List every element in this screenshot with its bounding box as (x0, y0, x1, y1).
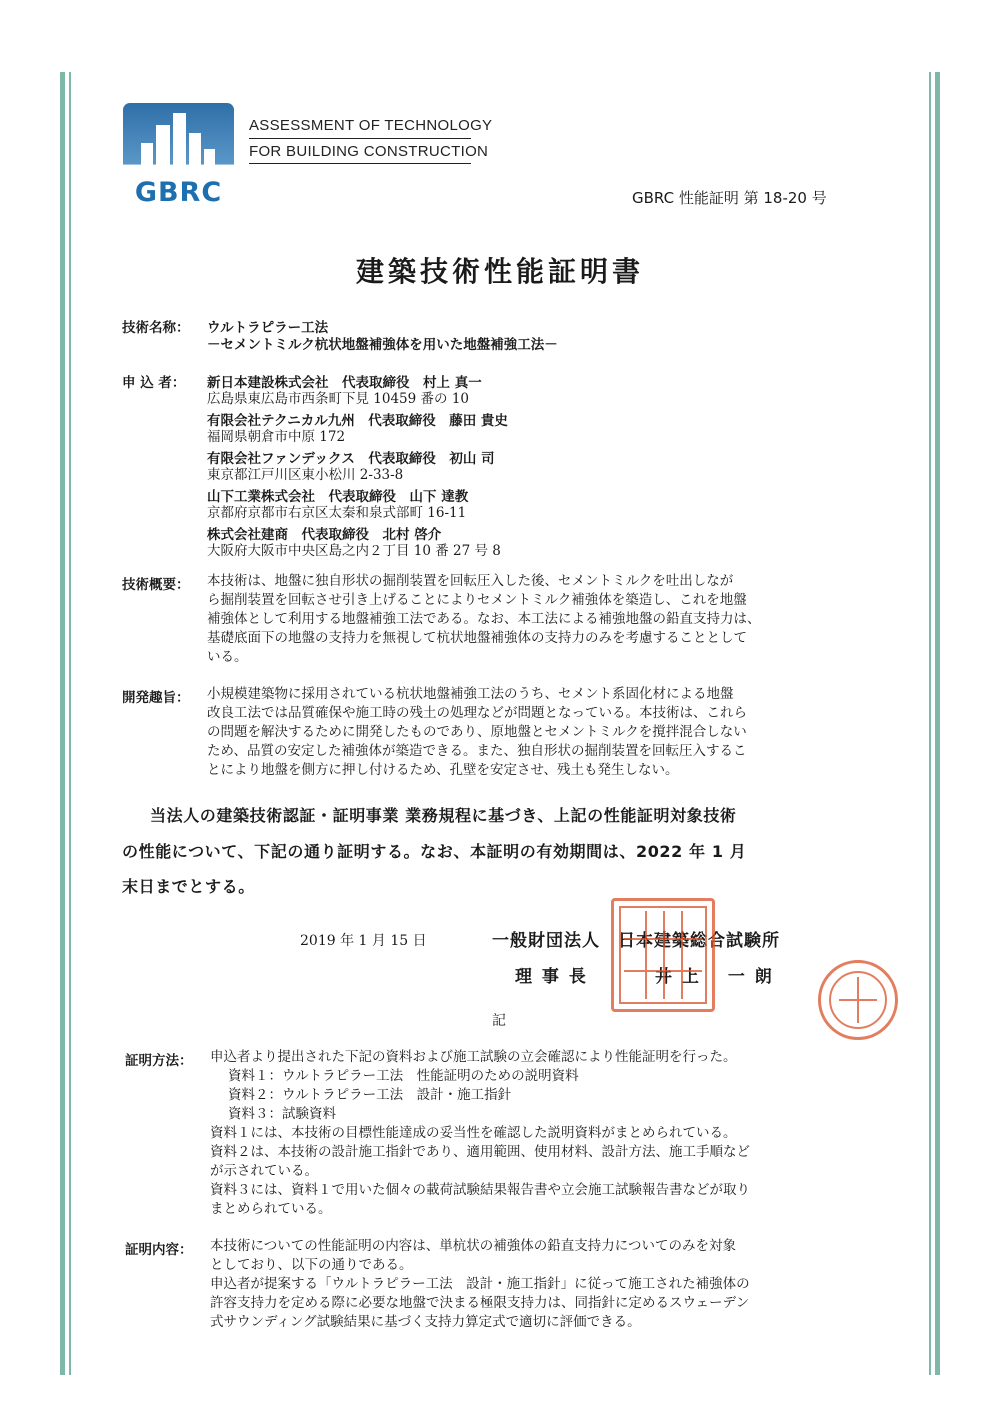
statement-line: 当法人の建築技術認証・証明事業 業務規程に基づき、上記の性能証明対象技術 (150, 806, 737, 825)
signer-name: 井 上 一 朗 (655, 967, 774, 987)
material-item: 資料２：ウルトラピラー工法 設計・施工指針 (228, 1087, 512, 1103)
applicant-company: 有限会社テクニカル九州 代表取締役 藤田 貴史 (207, 413, 508, 429)
applicant-address: 広島県東広島市西条町下見 10459 番の 10 (207, 391, 469, 407)
method-note-line: 資料２は、本技術の設計施工指針であり、適用範囲、使用材料、設計方法、施工手順など (210, 1144, 750, 1160)
organization-name: 一般財団法人 日本建築総合試験所 (492, 931, 780, 951)
overview-line: ら掘削装置を回転させ引き上げることによりセメントミルク補強体を築造し、これを地盤 (207, 592, 747, 608)
applicant-address: 大阪府大阪市中央区島之内２丁目 10 番 27 号 8 (207, 543, 501, 559)
signer-title: 理 事 長 (515, 967, 588, 987)
overview-line: いる。 (207, 649, 248, 665)
applicant-address: 福岡県朝倉市中原 172 (207, 429, 346, 445)
method-notes (210, 1124, 750, 1219)
statement-line: 末日までとする。 (122, 877, 255, 896)
cert-number: GBRC 性能証明 第 18-20 号 (632, 189, 827, 207)
overview-line: 基礎底面下の地盤の支持力を無視して杭状地盤補強体の支持力のみを考慮することとして (207, 630, 747, 646)
applicant-company: 山下工業株式会社 代表取締役 山下 達教 (207, 489, 469, 505)
overview-text (207, 572, 761, 667)
purpose-line: の問題を解決するために開発したものであり、原地盤とセメントミルクを撹拌混合しない (207, 724, 747, 740)
applicant-address: 京都府京都市右京区太秦和泉式部町 16-11 (207, 505, 467, 521)
method-note-line: まとめられている。 (210, 1201, 332, 1217)
statement-line: の性能について、下記の通り証明する。なお、本証明の有効期間は、2022 年 1 月 (122, 842, 747, 861)
content-line: としており、以下の通りである。 (210, 1257, 413, 1273)
personal-seal-stamp (818, 960, 898, 1040)
applicants-label: 申 込 者： (122, 375, 186, 391)
issue-date: 2019 年 1 月 15 日 (300, 933, 427, 949)
overview-label: 技術概要： (122, 577, 190, 593)
purpose-label: 開発趣旨： (122, 690, 190, 706)
content-line: 申込者が提案する「ウルトラピラー工法 設計・施工指針」に従って施工された補強体の (210, 1276, 750, 1292)
method-note-line: 資料１には、本技術の目標性能達成の妥当性を確認した説明資料がまとめられている。 (210, 1125, 737, 1141)
purpose-line: 改良工法では品質確保や施工時の残土の処理などが問題となっている。本技術は、これら (207, 705, 747, 721)
content-line: 本技術についての性能証明の内容は、単杭状の補強体の鉛直支持力についてのみを対象 (210, 1238, 736, 1254)
method-note-line: が示されている。 (210, 1163, 318, 1179)
seal-pattern-icon (821, 963, 895, 1037)
applicant-company: 株式会社建商 代表取締役 北村 啓介 (207, 527, 442, 543)
purpose-line: 小規模建築物に採用されている杭状地盤補強工法のうち、セメント系固化材による地盤 (207, 686, 734, 702)
overview-line: 本技術は、地盤に独自形状の掘削装置を回転圧入した後、セメントミルクを吐出しなが (207, 573, 734, 589)
tagline-line1: ASSESSMENT OF TECHNOLOGY (249, 117, 493, 134)
purpose-line: とにより地盤を側方に押し付けるため、孔壁を安定させ、残土も発生しない。 (207, 762, 679, 778)
material-item: 資料３：試験資料 (228, 1106, 336, 1122)
applicant-company: 有限会社ファンデックス 代表取締役 初山 司 (207, 451, 495, 467)
purpose-line: ため、品質の安定した補強体が築造できる。また、独自形状の掘削装置を回転圧入するこ (207, 743, 747, 759)
technology-subtitle: －セメントミルク杭状地盤補強体を用いた地盤補強工法－ (207, 337, 558, 353)
seal-pattern-icon (614, 901, 712, 1009)
method-label: 証明方法： (125, 1053, 193, 1069)
applicant-list (207, 371, 508, 561)
logo-text: GBRC (134, 177, 223, 208)
tagline-line2: FOR BUILDING CONSTRUCTION (249, 143, 489, 160)
applicant-address: 東京都江戸川区東小松川 2-33-8 (207, 467, 404, 483)
content-text (210, 1237, 750, 1332)
overview-line: 補強体として利用する地盤補強工法である。なお、本工法による補強地盤の鉛直支持力は、 (207, 611, 761, 627)
purpose-text (207, 685, 747, 780)
method-intro: 申込者より提出された下記の資料および施工試験の立会確認により性能証明を行った。 (210, 1049, 737, 1065)
technology-label: 技術名称： (122, 320, 190, 336)
ki-mark: 記 (492, 1013, 506, 1029)
method-note-line: 資料３には、資料１で用いた個々の載荷試験結果報告書や立会施工試験報告書などが取り (210, 1182, 750, 1198)
material-item: 資料１：ウルトラピラー工法 性能証明のための説明資料 (228, 1068, 579, 1084)
content-line: 許容支持力を定める際に必要な地盤で決まる極限支持力は、同指針に定めるスウェーデン (210, 1295, 750, 1311)
content-line: 式サウンディング試験結果に基づく支持力算定式で適切に評価できる。 (210, 1314, 641, 1330)
applicant-company: 新日本建設株式会社 代表取締役 村上 真一 (207, 375, 482, 391)
content-label: 証明内容： (125, 1242, 193, 1258)
tagline-rule-2 (249, 163, 471, 164)
materials-list (228, 1067, 579, 1124)
gbrc-logo (123, 103, 234, 214)
technology-name: ウルトラピラー工法 (207, 320, 329, 336)
page-title: 建築技術性能証明書 (355, 255, 644, 288)
official-seal-stamp (611, 898, 715, 1012)
tagline-rule-1 (249, 138, 471, 139)
